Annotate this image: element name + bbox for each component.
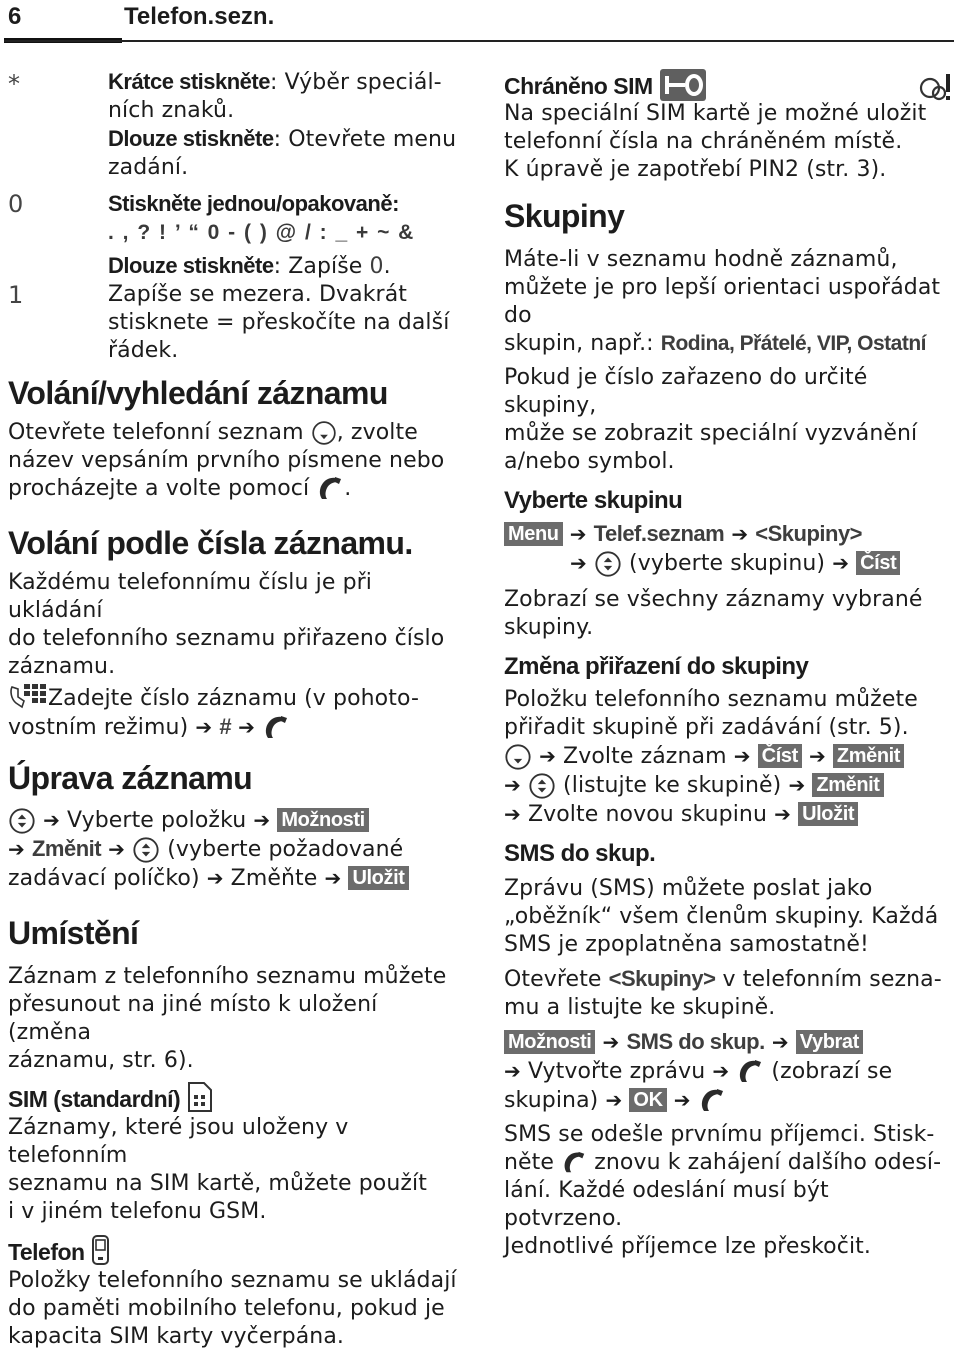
call-search-heading: Volání/vyhledání záznamu (8, 375, 388, 411)
sms-group-text: Zprávu (SMS) můžete poslat jako „oběžník“ všem členům skupiny. Každá SMS je zpoplatněna samostatně! Otevřete <Skupiny> v telefonním sezna- mu a listujte ke skupině. Možnosti ➔ SMS do skup. ➔ Vybrat ➔ Vytvořte zprávu ➔ (zobrazí se skupina) ➔ OK ➔ SMS se odešle prvnímu příjemci. Stisk- něte znovu k zahájení dalšího odesí- lání. Každé odeslání musí být potvrzeno. Jednotlivé příjemce lze přeskočit. (504, 876, 942, 1259)
key-star-line: zadání. (108, 155, 189, 180)
key-zero-bold: Stiskněte jednou/opakovaně: (108, 191, 399, 216)
sms-group-heading: SMS do skup. (504, 840, 656, 867)
arrow-icon: ➔ (569, 522, 587, 546)
arrow-icon: ➔ (673, 1088, 691, 1112)
groups-entry[interactable]: <Skupiny> (608, 966, 716, 991)
zero-key-label: 0 (8, 190, 24, 218)
key-star-line: ních znaků. (108, 98, 235, 123)
edit-entry-heading: Úprava záznamu (8, 760, 253, 796)
arrow-icon: ➔ (43, 808, 60, 832)
arrow-icon: ➔ (605, 1088, 623, 1112)
call-key-icon (561, 1150, 587, 1176)
location-heading: Umístění (8, 915, 139, 951)
hash-key: # (219, 714, 232, 739)
sim-icon (186, 1081, 214, 1113)
arrow-icon: ➔ (504, 773, 521, 797)
call-key-icon (736, 1058, 764, 1086)
key-one-line: Zapíše se mezera. Dvakrát (108, 282, 408, 307)
change-softkey[interactable]: Změnit (833, 744, 904, 768)
arrow-icon: ➔ (712, 1059, 730, 1083)
change-menu-item[interactable]: Změnit (31, 836, 102, 861)
arrow-icon: ➔ (733, 744, 751, 768)
groups-entry[interactable]: <Skupiny> (755, 521, 863, 546)
call-key-icon (262, 714, 290, 742)
change-group-steps: Položku telefonního seznamu můžete přiřadit skupině při zadávání (str. 5). ➔ Zvolte záznam ➔ Číst ➔ Změnit ➔ (listujte ke skupině) ➔ Změnit ➔ Zvolte novou skupinu ➔ Uložit (504, 687, 918, 827)
protected-sim-text: Na speciální SIM kartě je možné uložit telefonní čísla na chráněném místě. K úpravě je zapotřebí PIN2 (str. 3). (504, 101, 927, 182)
nav-down-icon (311, 420, 337, 446)
protected-sim-title: Chráněno SIM (504, 68, 952, 100)
arrow-icon: ➔ (539, 744, 556, 768)
star-key-label: * (8, 70, 21, 98)
call-search-text: Otevřete telefonní seznam , zvolte název vepsáním prvního písmene nebo procházejte a volte pomocí . (8, 420, 445, 501)
phonebook-menu-item[interactable]: Telef.seznam (593, 521, 725, 546)
page-header (0, 0, 960, 46)
call-key-icon (316, 475, 344, 503)
arrow-icon: ➔ (504, 802, 521, 826)
arrow-icon: ➔ (771, 1030, 789, 1054)
save-softkey[interactable]: Uložit (798, 802, 858, 826)
call-key-icon (698, 1087, 726, 1115)
groups-heading: Skupiny (504, 198, 625, 234)
special-symbols: . , ? ! ’ “ 0 - ( ) @ / : _ + ~ & (108, 221, 415, 244)
arrow-icon: ➔ (570, 551, 587, 575)
key-star-line: Krátce stiskněte: Výběr speciál- (108, 69, 442, 95)
arrow-icon: ➔ (504, 1059, 521, 1083)
arrow-icon: ➔ (832, 551, 850, 575)
read-softkey[interactable]: Číst (758, 744, 802, 768)
key-one-line: řádek. (108, 338, 179, 363)
nav-down-icon (504, 743, 532, 771)
nav-updown-icon (132, 836, 160, 864)
select-group-steps: Menu ➔ Telef.seznam ➔ <Skupiny> ➔ (vyberte skupinu) ➔ Číst Zobrazí se všechny záznamy vybrané skupiny. (504, 521, 923, 640)
arrow-icon: ➔ (238, 715, 256, 739)
location-text: Záznam z telefonního seznamu můžete přesunout na jiné místo k uložení (změna záznamu, str. 6). (8, 964, 447, 1073)
edit-entry-steps: ➔ Vyberte položku ➔ Možnosti ➔ Změnit ➔ (vyberte požadované zadávací políčko) ➔ Změňte ➔ Uložit (8, 806, 463, 893)
keypad-icon (8, 681, 48, 711)
arrow-icon: ➔ (602, 1030, 620, 1054)
group-names: Rodina, Přátelé, VIP, Ostatní (660, 332, 926, 355)
arrow-icon: ➔ (206, 866, 224, 890)
change-group-heading: Změna přiřazení do skupiny (504, 653, 809, 680)
page-number: 6 (8, 3, 22, 30)
read-softkey[interactable]: Číst (856, 551, 900, 575)
arrow-icon: ➔ (253, 808, 271, 832)
arrow-icon: ➔ (788, 773, 806, 797)
arrow-icon: ➔ (808, 744, 826, 768)
nav-updown-icon (8, 807, 36, 835)
page-title: Telefon.sezn. (124, 3, 275, 30)
phone-memory-icon (90, 1234, 112, 1266)
sim-standard-text: Záznamy, které jsou uloženy v telefonním seznamu na SIM kartě, můžete použít i v jiném telefonu GSM. (8, 1115, 427, 1224)
phone-memory-text: Položky telefonního seznamu se ukládají do paměti mobilního telefonu, pokud je kapacita SIM karty vyčerpána. (8, 1268, 457, 1349)
header-rule (4, 40, 954, 42)
menu-softkey[interactable]: Menu (504, 522, 563, 546)
key-lock-icon (659, 68, 707, 102)
key-star-line: Dlouze stiskněte: Otevřete menu (108, 126, 457, 152)
key-star-row (8, 68, 463, 182)
arrow-icon: ➔ (324, 866, 342, 890)
arrow-icon: ➔ (108, 837, 126, 861)
select-softkey[interactable]: Vybrat (796, 1030, 863, 1054)
one-key-label: 1 (8, 281, 24, 309)
select-group-heading: Vyberte skupinu (504, 487, 683, 514)
options-softkey[interactable]: Možnosti (504, 1030, 595, 1054)
sim-standard-title: SIM (standardní) (8, 1081, 463, 1114)
arrow-icon: ➔ (731, 522, 749, 546)
call-number-heading: Volání podle čísla záznamu. (8, 525, 413, 561)
options-softkey[interactable]: Možnosti (277, 808, 368, 832)
groups-text: Máte-li v seznamu hodně záznamů, můžete je pro lepší orientaci uspořádat do skupin, např.: Rodina, Přátelé, VIP, Ostatní Pokud je číslo zařazeno do určité skupiny, může se zobrazit speciální vyzvánění a/nebo symbol. (504, 247, 941, 474)
save-softkey[interactable]: Uložit (348, 866, 408, 890)
key-zero-row (8, 190, 463, 281)
sim-protected-icon (918, 74, 952, 104)
nav-updown-icon (594, 550, 622, 578)
sms-group-menu-item[interactable]: SMS do skup. (626, 1029, 765, 1054)
right-column (504, 68, 952, 1261)
call-number-text: Každému telefonnímu číslu je při ukládání do telefonního seznamu přiřazeno číslo záznamu. Zadejte číslo záznamu (v pohoto- vostním režimu) ➔ # ➔ (8, 570, 445, 740)
left-column (8, 68, 463, 1351)
key-zero-long: Dlouze stiskněte: Zapíše 0. (108, 253, 391, 279)
nav-updown-icon (528, 772, 556, 800)
arrow-icon: ➔ (8, 837, 25, 861)
change-softkey[interactable]: Změnit (812, 773, 883, 797)
arrow-icon: ➔ (195, 715, 213, 739)
key-one-row (8, 281, 463, 365)
ok-softkey[interactable]: OK (629, 1088, 666, 1112)
key-one-line: stisknete = přeskočíte na další (108, 310, 450, 335)
arrow-icon: ➔ (774, 802, 791, 826)
phone-memory-title: Telefon (8, 1234, 463, 1267)
